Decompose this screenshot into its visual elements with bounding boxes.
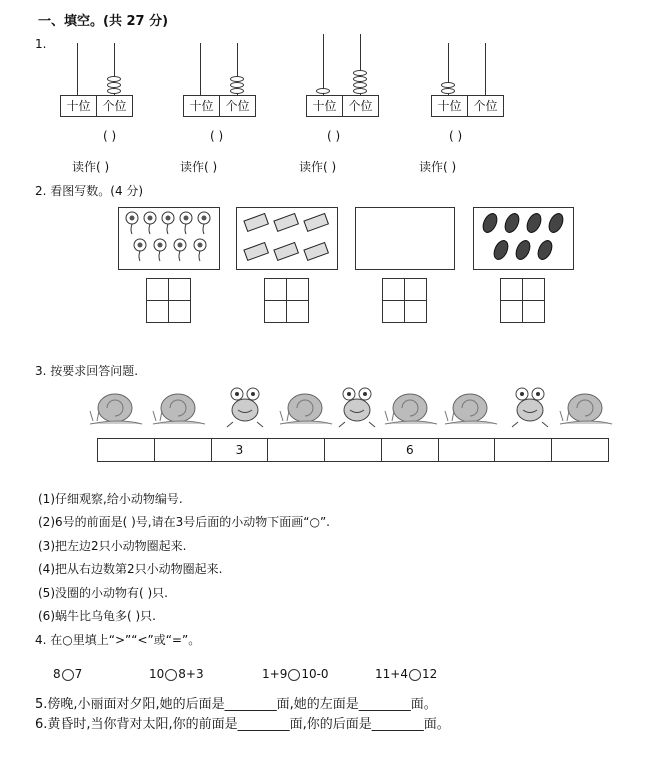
q3-item-1: (1)仔细观察,给小动物编号.: [38, 492, 183, 506]
number-cell: 6: [381, 439, 438, 461]
compare-circle[interactable]: [409, 669, 421, 681]
q3-item-3: (3)把左边2只小动物圈起来.: [38, 539, 187, 553]
tens-label: 十位: [66, 99, 91, 113]
compare-item: 10 8+3: [149, 667, 204, 681]
picture-box-leaves: [473, 207, 574, 270]
q3-item-2: (2)6号的前面是( )号,请在3号后面的小动物下面画“○”.: [38, 515, 330, 529]
compare-circle[interactable]: [288, 669, 300, 681]
q3-item-6: (6)蜗牛比乌龟多( )只.: [38, 609, 156, 623]
number-row: [97, 438, 609, 462]
question-2-title: 2. 看图写数。(4 分): [35, 184, 144, 198]
answer-blank[interactable]: ( ): [210, 129, 224, 143]
flower-icons: [119, 208, 219, 269]
snail-icon: [445, 394, 497, 424]
ones-label: 个位: [96, 96, 132, 116]
number-cell[interactable]: [267, 439, 324, 461]
abacus-4: 十位 个位: [431, 38, 504, 118]
picture-box-flowers: [118, 207, 220, 270]
frog-icon: [339, 388, 375, 427]
question-6: 6.黄昏时,当你背对太阳,你的前面是________面,你的后面是________面。: [35, 717, 450, 732]
number-cell[interactable]: [551, 439, 608, 461]
answer-grid[interactable]: [382, 278, 427, 323]
frog-icon: [512, 388, 548, 427]
question-1-number: 1.: [35, 37, 47, 51]
picture-box-boxes: [236, 207, 338, 270]
answer-blank[interactable]: ( ): [449, 129, 463, 143]
abacus-2: 十位 个位: [183, 38, 256, 118]
number-cell[interactable]: [494, 439, 551, 461]
answer-grid[interactable]: [264, 278, 309, 323]
read-as-blank[interactable]: 读作( ): [419, 160, 457, 174]
q3-item-4: (4)把从右边数第2只小动物圈起来.: [38, 562, 223, 576]
abacus-1: [60, 38, 133, 118]
leaf-icons: [474, 208, 573, 269]
snail-icon: [153, 394, 205, 424]
number-cell[interactable]: [98, 439, 154, 461]
answer-blank[interactable]: ( ): [103, 129, 117, 143]
number-cell[interactable]: [438, 439, 495, 461]
answer-blank[interactable]: ( ): [327, 129, 341, 143]
number-cell[interactable]: [324, 439, 381, 461]
read-as-blank[interactable]: 读作( ): [299, 160, 337, 174]
compare-item: 11+4 12: [375, 667, 438, 681]
number-cell[interactable]: [154, 439, 211, 461]
compare-circle[interactable]: [62, 669, 74, 681]
abacus-3: 十位 个位: [306, 38, 379, 118]
snail-icon: [280, 394, 332, 424]
frog-icon: [227, 388, 263, 427]
snail-icon: [90, 394, 142, 424]
picture-box-empty: [355, 207, 455, 270]
q3-item-5: (5)没圈的小动物有( )只.: [38, 586, 168, 600]
answer-grid[interactable]: [146, 278, 191, 323]
question-5: 5.傍晚,小丽面对夕阳,她的后面是________面,她的左面是________面。: [35, 697, 437, 712]
compare-item: 8 7: [53, 667, 83, 681]
box-icons: [237, 208, 337, 269]
section-title: 一、填空。(共 27 分): [38, 14, 169, 29]
question-3-title: 3. 按要求回答问题.: [35, 364, 139, 378]
answer-grid[interactable]: [500, 278, 545, 323]
snail-icon: [385, 394, 437, 424]
animal-row: [85, 386, 620, 432]
compare-item: 1+9 10-0: [262, 667, 329, 681]
number-cell: 3: [211, 439, 268, 461]
snail-icon: [560, 394, 612, 424]
read-as-blank[interactable]: 读作( ): [180, 160, 218, 174]
read-as-blank[interactable]: 读作( ): [72, 160, 110, 174]
question-4-title: 4. 在○里填上“>”“<”或“=”。: [35, 633, 201, 647]
compare-circle[interactable]: [165, 669, 177, 681]
